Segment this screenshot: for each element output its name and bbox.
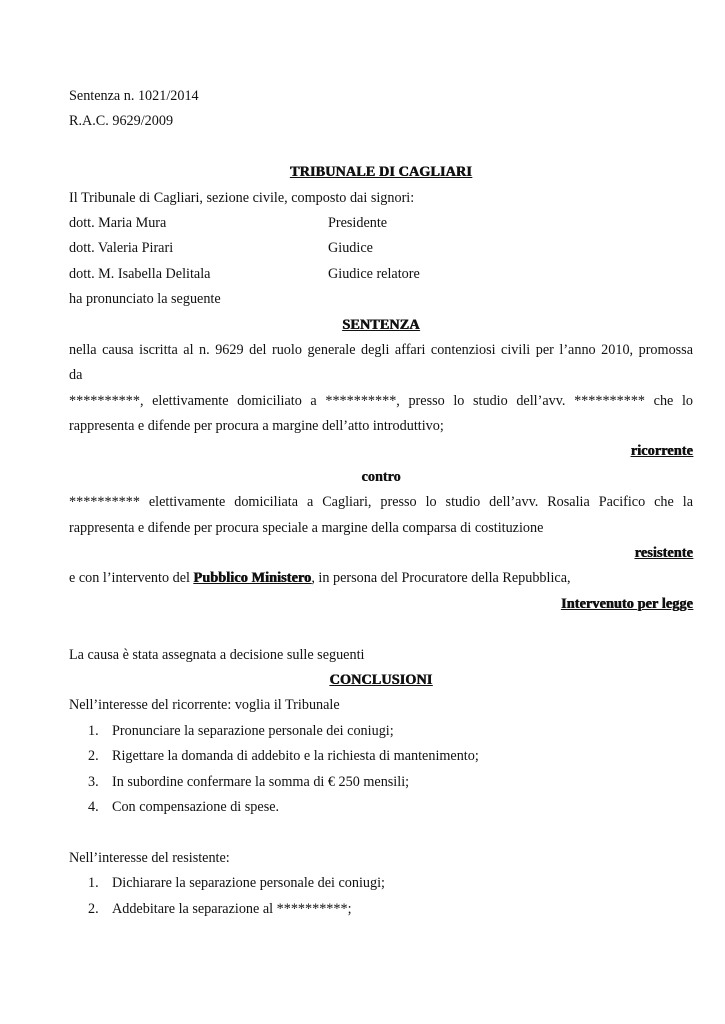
sentence-number: Sentenza n. 1021/2014: [69, 88, 199, 104]
assigned-text: La causa è stata assegnata a decisione sulle seguenti: [69, 646, 365, 663]
court-intro: Il Tribunale di Cagliari, sezione civile, composto dai signori:: [69, 189, 415, 206]
list-item: [69, 770, 693, 795]
judge-name: dott. M. Isabella Delitala: [69, 265, 211, 282]
applicant-line-1: **********, elettivamente domiciliato a **********, presso lo studio dell’avv. ********** che lo: [69, 392, 693, 409]
case-line-2: da: [69, 367, 83, 384]
list-number: 1.: [88, 722, 99, 739]
list-number: 2.: [88, 748, 99, 765]
respondent-label: resistente: [634, 545, 693, 562]
list-number: 1.: [88, 875, 99, 892]
pm-line: [69, 566, 693, 591]
versus-label: contro: [361, 468, 401, 485]
list-text: Con compensazione di spese.: [112, 798, 280, 815]
pm-suffix: , in persona del Procuratore della Repubblica,: [311, 570, 571, 587]
respondent-conclusions-intro: Nell’interesse del resistente:: [69, 849, 230, 866]
applicant-line-2: rappresenta e difende per procura a margine dell’atto introduttivo;: [69, 418, 444, 435]
judge-row: [69, 211, 693, 236]
judge-role: Giudice: [328, 240, 373, 257]
list-text: Pronunciare la separazione personale dei coniugi;: [112, 722, 394, 739]
list-item: [69, 795, 693, 820]
conclusions-heading: CONCLUSIONI: [329, 671, 433, 688]
list-number: 2.: [88, 900, 99, 917]
rac-number: R.A.C. 9629/2009: [69, 113, 174, 130]
judge-role: Giudice relatore: [328, 265, 420, 282]
applicant-conclusions-intro: Nell’interesse del ricorrente: voglia il Tribunale: [69, 697, 340, 714]
list-item: [69, 744, 693, 769]
respondent-line-1: ********** elettivamente domiciliata a Cagliari, presso lo studio dell’avv. Rosalia Pacifico che la: [69, 494, 693, 511]
pm-name: Pubblico Ministero: [193, 570, 312, 587]
blank-line: [69, 135, 693, 160]
list-item: [69, 871, 693, 896]
applicant-label: ricorrente: [630, 443, 693, 460]
judge-role: Presidente: [328, 214, 388, 231]
blank-line: [69, 820, 693, 845]
judge-name: dott. Valeria Pirari: [69, 240, 174, 257]
blank-line: [69, 617, 693, 642]
judge-name: dott. Maria Mura: [69, 214, 167, 231]
court-title: TRIBUNALE DI CAGLIARI: [290, 164, 472, 181]
list-text: In subordine confermare la somma di € 250 mensili;: [112, 773, 410, 790]
list-item: [69, 719, 693, 744]
document-page: [69, 84, 693, 922]
list-text: Addebitare la separazione al **********;: [112, 900, 352, 917]
case-line-1: nella causa iscritta al n. 9629 del ruolo generale degli affari contenziosi civili per l’anno 2010, promossa: [69, 341, 693, 358]
pronounced-text: ha pronunciato la seguente: [69, 291, 221, 308]
applicant-conclusions-list: [69, 719, 693, 821]
sentence-heading: SENTENZA: [342, 316, 420, 333]
judge-row: [69, 236, 693, 261]
judge-row: [69, 262, 693, 287]
list-number: 4.: [88, 798, 99, 815]
pm-prefix: e con l’intervento del: [69, 570, 194, 587]
list-text: Rigettare la domanda di addebito e la richiesta di mantenimento;: [112, 748, 479, 765]
judges-list: [69, 211, 693, 287]
respondent-conclusions-list: [69, 871, 693, 922]
pm-label: Intervenuto per legge: [561, 595, 693, 612]
respondent-line-2: rappresenta e difende per procura speciale a margine della comparsa di costituzione: [69, 519, 544, 536]
list-number: 3.: [88, 773, 99, 790]
list-item: [69, 897, 693, 922]
list-text: Dichiarare la separazione personale dei coniugi;: [112, 875, 385, 892]
